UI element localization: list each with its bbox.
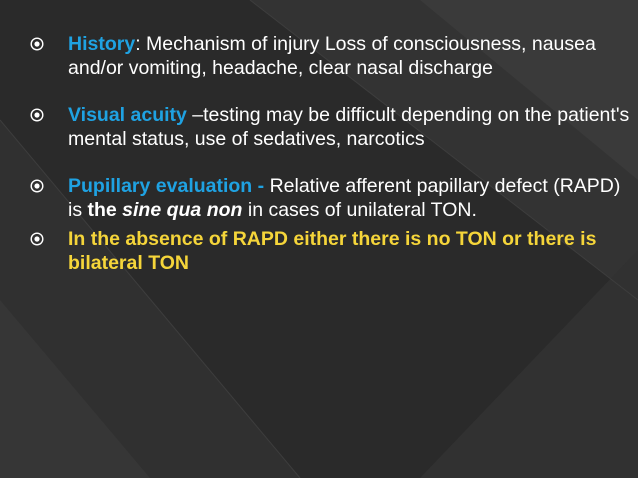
bullet-visual-acuity (30, 103, 630, 151)
bullet-text: Relative afferent papillary defect (RAPD) is (68, 175, 621, 221)
bullet-heading: Visual acuity (68, 104, 193, 126)
bullet-heading: History (68, 33, 136, 55)
bullet-heading: Pupillary evaluation - (68, 175, 270, 197)
circled-dot-icon (30, 37, 44, 51)
bullet-bold-text: the (87, 199, 123, 221)
bullet-pupillary-evaluation (30, 174, 630, 222)
bullet-list (30, 32, 630, 275)
bullet-italic-text: sine qua non (122, 199, 243, 221)
bullet-rapd-conclusion (30, 227, 630, 275)
bullet-text: in cases of unilateral TON. (242, 199, 477, 221)
circled-dot-icon (30, 179, 44, 193)
bullet-history (30, 32, 630, 80)
bullet-highlight-text: In the absence of RAPD either there is no TON or there is bilateral TON (68, 228, 597, 274)
circled-dot-icon (30, 108, 44, 122)
circled-dot-icon (30, 232, 44, 246)
bullet-text: : Mechanism of injury Loss of consciousness, nausea and/or vomiting, headache, clear nasal discharge (68, 33, 596, 79)
bullet-text: –testing may be difficult depending on the patient's mental status, use of sedatives, narcotics (68, 104, 630, 150)
